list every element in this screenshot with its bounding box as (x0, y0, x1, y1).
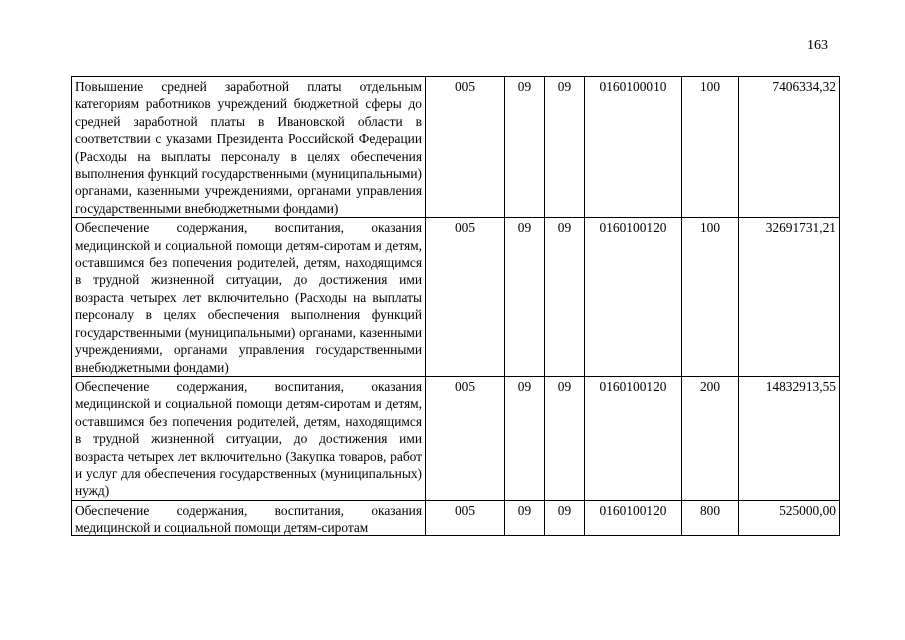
expense-type-code: 100 (682, 77, 739, 218)
subsection-code: 09 (545, 500, 585, 535)
table-row (72, 77, 840, 218)
table-row (72, 500, 840, 535)
target-article-code: 0160100120 (585, 376, 682, 500)
subsection-code: 09 (545, 376, 585, 500)
row-description: Обеспечение содержания, воспитания, оказания медицинской и социальной помощи детям-сиротам (75, 502, 422, 535)
expense-type-code: 200 (682, 376, 739, 500)
row-description: Обеспечение содержания, воспитания, оказания медицинской и социальной помощи детям-сиротам и детям, оставшимся без попечения родителей, детям, находящимся в трудной жизненной ситуации, до достижения ими возраста четырех лет включительно (Расходы на выплаты персоналу в целях обеспечения выполнения функций государственными (муниципальными) органами, казенными учреждениями, органами управления государственными внебюджетными фондами) (72, 218, 426, 377)
subsection-code: 09 (545, 218, 585, 377)
section-code: 09 (505, 218, 545, 377)
page-number: 163 (807, 38, 828, 53)
row-description-cell (72, 500, 426, 535)
budget-table (71, 76, 840, 536)
target-article-code: 0160100120 (585, 500, 682, 535)
amount: 7406334,32 (739, 77, 840, 218)
amount: 14832913,55 (739, 376, 840, 500)
section-code: 09 (505, 500, 545, 535)
ministry-code: 005 (426, 218, 505, 377)
table-row (72, 376, 840, 500)
expense-type-code: 800 (682, 500, 739, 535)
expense-type-code: 100 (682, 218, 739, 377)
amount: 525000,00 (739, 500, 840, 535)
section-code: 09 (505, 77, 545, 218)
target-article-code: 0160100010 (585, 77, 682, 218)
ministry-code: 005 (426, 77, 505, 218)
target-article-code: 0160100120 (585, 218, 682, 377)
subsection-code: 09 (545, 77, 585, 218)
row-description: Повышение средней заработной платы отдельным категориям работников учреждений бюджетной сферы до средней заработной платы в Ивановской области в соответствии с указами Президента Российской Федерации (Расходы на выплаты персоналу в целях обеспечения выполнения функций государственными (муниципальными) органами, казенными учреждениями, органами управления государственными внебюджетными фондами) (72, 77, 426, 218)
row-description: Обеспечение содержания, воспитания, оказания медицинской и социальной помощи детям-сиротам и детям, оставшимся без попечения родителей, детям, находящимся в трудной жизненной ситуации, до достижения ими возраста четырех лет включительно (Закупка товаров, работ и услуг для обеспечения государственных (муниципальных) нужд) (72, 376, 426, 500)
ministry-code: 005 (426, 500, 505, 535)
ministry-code: 005 (426, 376, 505, 500)
section-code: 09 (505, 376, 545, 500)
amount: 32691731,21 (739, 218, 840, 377)
table-row (72, 218, 840, 377)
